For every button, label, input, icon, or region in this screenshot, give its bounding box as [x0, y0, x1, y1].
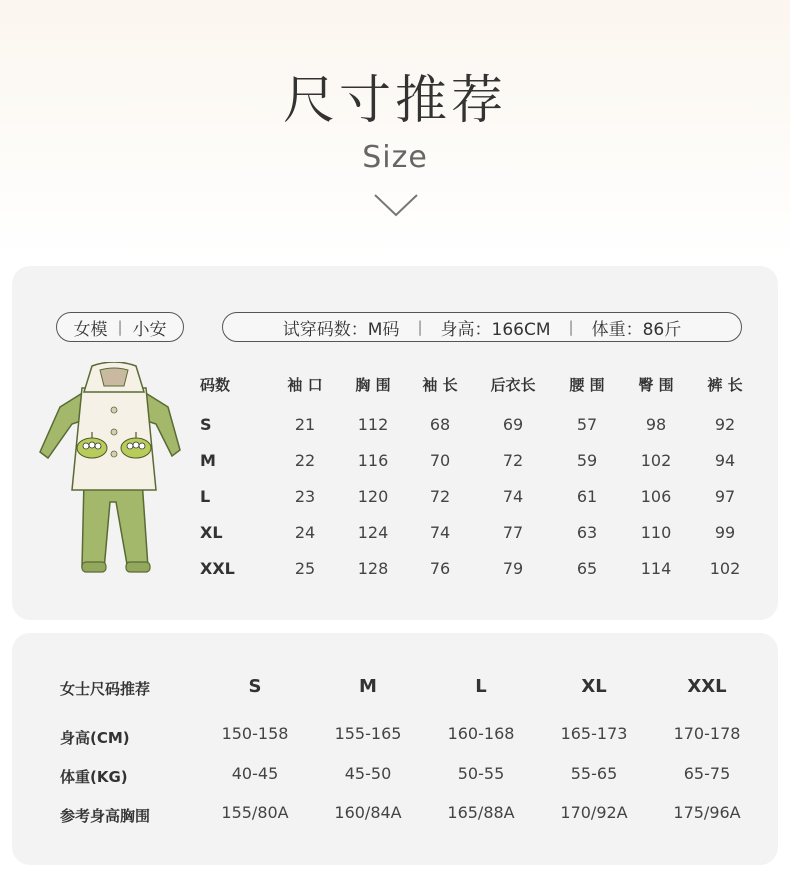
- table-cell: 45-50: [344, 764, 392, 783]
- table-cell: 170/92A: [560, 803, 628, 822]
- pants-length-header: 裤 长: [707, 376, 743, 394]
- chest-header: 胸 围: [355, 376, 391, 394]
- table-row-label: M: [200, 451, 216, 470]
- recommend-card: [12, 633, 778, 865]
- table-cell: 69: [502, 415, 524, 434]
- table-cell: 72: [502, 451, 524, 470]
- model-weight: 体重：86斤: [591, 319, 682, 340]
- table-cell: 40-45: [231, 764, 279, 783]
- table-cell: 77: [502, 523, 524, 542]
- table-cell: 97: [714, 487, 736, 506]
- divider: |: [117, 318, 123, 336]
- table-cell: 170-178: [673, 724, 741, 743]
- table-cell: 76: [429, 559, 451, 578]
- recommend-size-xxl: XXL: [687, 676, 727, 697]
- table-cell: 155-165: [334, 724, 402, 743]
- table-row-label: L: [200, 487, 211, 506]
- table-cell: 128: [357, 559, 389, 578]
- recommend-size-m: M: [359, 676, 377, 697]
- table-cell: 150-158: [221, 724, 289, 743]
- model-info: [222, 312, 742, 342]
- table-cell: 165-173: [560, 724, 628, 743]
- model-name: 小安: [132, 319, 167, 340]
- table-cell: 70: [429, 451, 451, 470]
- back-length-header: 后衣长: [490, 376, 536, 394]
- table-cell: 65: [576, 559, 598, 578]
- table-cell: 74: [502, 487, 524, 506]
- table-cell: 155/80A: [221, 803, 289, 822]
- table-cell: 102: [709, 559, 741, 578]
- recommend-size-s: S: [248, 676, 262, 697]
- table-cell: 99: [714, 523, 736, 542]
- recommend-size-xl: XL: [581, 676, 607, 697]
- table-cell: 98: [645, 415, 667, 434]
- recommend-size-l: L: [475, 676, 487, 697]
- model-label: 女模: [73, 319, 108, 340]
- table-cell: 55-65: [570, 764, 618, 783]
- table-cell: 50-55: [457, 764, 505, 783]
- table-cell: 165/88A: [447, 803, 515, 822]
- table-cell: 25: [294, 559, 316, 578]
- table-row-label: S: [200, 415, 212, 434]
- table-cell: 110: [640, 523, 672, 542]
- table-cell: 68: [429, 415, 451, 434]
- table-row-label: XXL: [200, 559, 235, 578]
- page-subtitle: Size: [362, 140, 428, 175]
- sleeve-header: 袖 长: [422, 376, 458, 394]
- table-cell: 92: [714, 415, 736, 434]
- table-cell: 74: [429, 523, 451, 542]
- table-cell: 21: [294, 415, 316, 434]
- table-cell: 94: [714, 451, 736, 470]
- divider: |: [568, 318, 574, 336]
- table-cell: 160-168: [447, 724, 515, 743]
- table-cell: 114: [640, 559, 672, 578]
- size-header: 码数: [200, 376, 231, 394]
- page-title: 尺寸推荐: [282, 71, 507, 131]
- hip-header: 臀 围: [638, 376, 674, 394]
- recommend-header-label: 女士尺码推荐: [60, 680, 151, 698]
- divider: |: [417, 318, 423, 336]
- table-row-label: XL: [200, 523, 223, 542]
- model-height: 身高：166CM: [440, 319, 551, 340]
- table-cell: 59: [576, 451, 598, 470]
- weight-label: 体重(KG): [60, 768, 128, 786]
- table-cell: 160/84A: [334, 803, 402, 822]
- bust-label: 参考身高胸围: [60, 807, 151, 825]
- table-cell: 175/96A: [673, 803, 741, 822]
- table-cell: 57: [576, 415, 598, 434]
- table-cell: 61: [576, 487, 598, 506]
- table-cell: 112: [357, 415, 389, 434]
- table-cell: 124: [357, 523, 389, 542]
- chevron-down-icon: [373, 192, 419, 218]
- table-cell: 106: [640, 487, 672, 506]
- table-cell: 120: [357, 487, 389, 506]
- table-cell: 22: [294, 451, 316, 470]
- model-badge: [56, 312, 184, 342]
- table-cell: 72: [429, 487, 451, 506]
- table-cell: 116: [357, 451, 389, 470]
- table-cell: 79: [502, 559, 524, 578]
- table-cell: 23: [294, 487, 316, 506]
- waist-header: 腰 围: [569, 376, 605, 394]
- table-cell: 102: [640, 451, 672, 470]
- table-cell: 63: [576, 523, 598, 542]
- height-label: 身高(CM): [60, 729, 130, 747]
- cuff-header: 袖 口: [287, 376, 323, 394]
- table-cell: 24: [294, 523, 316, 542]
- model-try-size: 试穿码数：M码: [282, 319, 400, 340]
- pajama-illustration: [32, 362, 182, 587]
- table-cell: 65-75: [683, 764, 731, 783]
